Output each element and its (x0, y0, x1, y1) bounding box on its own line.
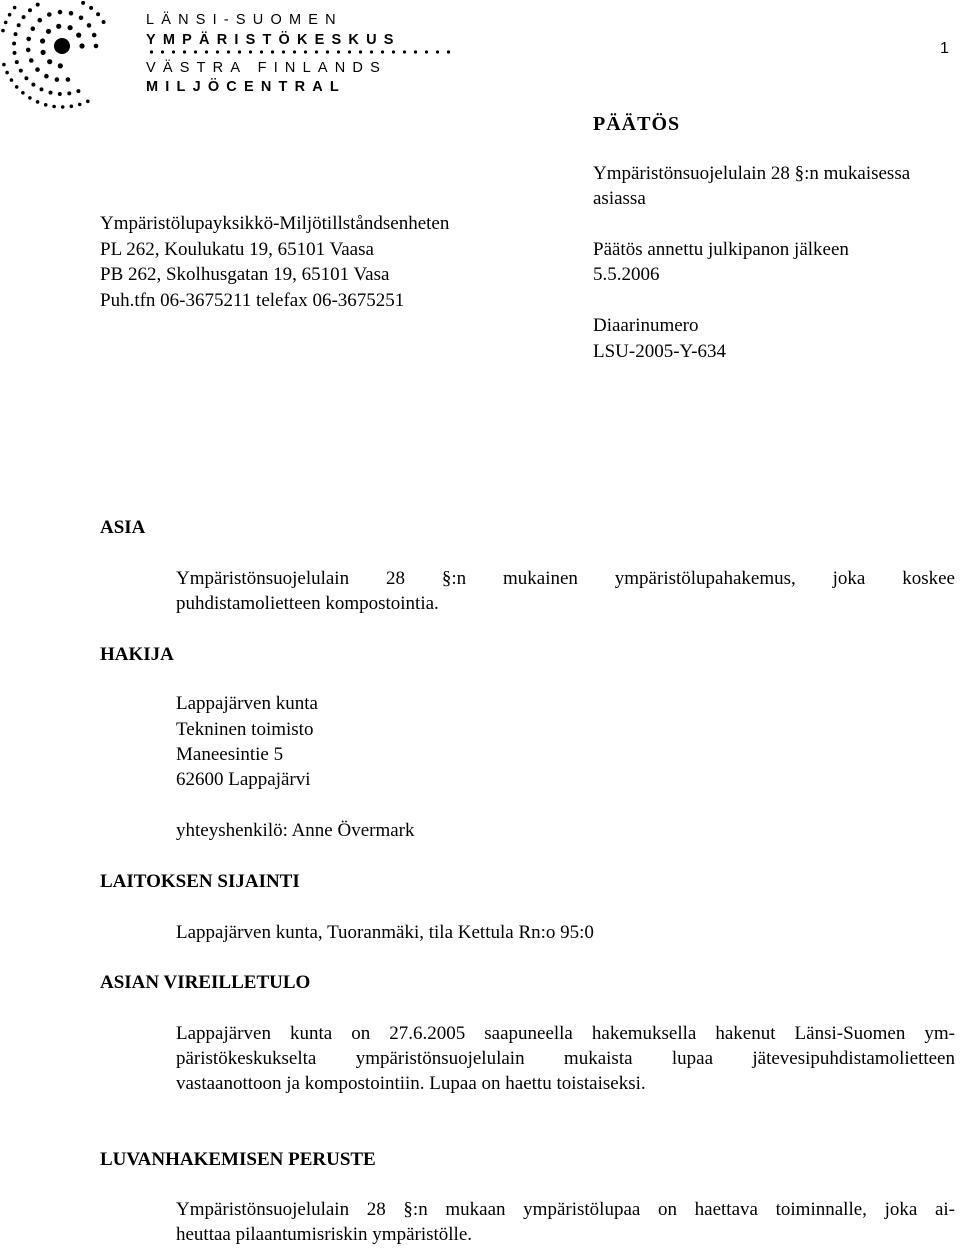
sender-unit: Ympäristölupayksikkö-Miljötillståndsenheten (100, 213, 450, 234)
logo-dot (13, 6, 17, 10)
section-heading-hakija: HAKIJA (100, 644, 174, 665)
logo-dot (58, 92, 62, 96)
logo-dot (15, 85, 19, 89)
logo-line-lansi-suomen: LÄNSI-SUOMEN (146, 12, 343, 28)
logo-dot (26, 48, 31, 53)
section-body-vireilletulo (176, 1021, 955, 1096)
logo-emblem (0, 0, 140, 115)
logo-dot (47, 59, 52, 64)
applicant-postal: 62600 Lappajärvi (176, 769, 311, 790)
logo-dot (81, 1, 85, 5)
vireilletulo-line3: vastaanottoon ja kompostointiin. Lupaa on haettu toistaiseksi. (176, 1073, 646, 1094)
decision-date: 5.5.2006 (593, 264, 660, 285)
law-reference-line1: Ympäristönsuojelulain 28 §:n mukaisessa (593, 163, 911, 184)
logo-dot (69, 11, 74, 16)
logo-dot (58, 63, 63, 68)
section-heading-peruste: LUVANHAKEMISEN PERUSTE (100, 1149, 376, 1170)
logo-dot (89, 6, 93, 10)
document-type-heading: PÄÄTÖS (593, 113, 681, 135)
logo-dot (5, 71, 9, 75)
logo-dot (4, 21, 8, 25)
logo-dot (10, 78, 14, 82)
section-body-asia (176, 566, 955, 616)
logo-dot (55, 77, 60, 82)
asia-line1: Ympäristönsuojelulain 28 §:n mukainen ympäristölupahakemus, joka koskee (176, 568, 955, 589)
vireilletulo-line1: Lappajärven kunta on 27.6.2005 saapuneella hakemuksella hakenut Länsi-Suomen ym- (176, 1023, 955, 1044)
applicant-contact: yhteyshenkilö: Anne Övermark (176, 820, 415, 841)
law-reference-line2: asiassa (593, 188, 646, 209)
logo-dot (36, 3, 40, 7)
logo-dot (13, 51, 17, 55)
logo-dot (52, 105, 56, 109)
page-number: 1 (940, 40, 949, 57)
logo-dot (29, 58, 34, 63)
logo-line-ymparistokeskus: YMPÄRISTÖKESKUS (146, 32, 401, 48)
logo-dot (70, 105, 74, 109)
section-body-peruste (176, 1197, 955, 1247)
logo-dot (28, 96, 32, 100)
logo-dot (26, 37, 31, 42)
applicant-department: Tekninen toimisto (176, 719, 314, 740)
logo-line-vastra-finlands: VÄSTRA FINLANDS (146, 60, 387, 76)
logo-dot (36, 100, 40, 104)
logo-dot (44, 103, 48, 107)
logo-dot (67, 91, 71, 95)
logo-dot (14, 32, 18, 36)
logo-dot (40, 38, 45, 43)
facility-location: Lappajärven kunta, Tuoranmäki, tila Kettula Rn:o 95:0 (176, 922, 594, 943)
logo-dot (76, 89, 80, 93)
logo-dot (35, 67, 40, 72)
logo-dot (8, 13, 12, 17)
logo-dot (31, 26, 36, 31)
logo-dot (2, 63, 6, 67)
logo-dot (79, 15, 84, 20)
logo-dot (94, 44, 99, 49)
logo-dot (31, 83, 35, 87)
section-heading-sijainti: LAITOKSEN SIJAINTI (100, 871, 300, 892)
logo-dot (87, 23, 92, 28)
logo-dot (41, 50, 46, 55)
sender-phone: Puh.tfn 06-3675211 telefax 06-3675251 (100, 290, 405, 311)
peruste-line2: heuttaa pilaantumisriskin ympäristölle. (176, 1224, 473, 1245)
logo-dot (56, 24, 61, 29)
logo-dot (17, 23, 21, 27)
peruste-line1: Ympäristönsuojelulain 28 §:n mukaan ympäristölupaa on haettava toiminnalle, joka ai- (176, 1199, 955, 1220)
logo-dot (46, 29, 51, 34)
logo-dot (12, 42, 16, 46)
section-heading-asia: ASIA (100, 517, 146, 538)
logo-dot (76, 33, 81, 38)
decision-given-label: Päätös annettu julkipanon jälkeen (593, 239, 849, 260)
logo-dot (61, 105, 65, 109)
logo-dot (40, 87, 44, 91)
logo-dot (21, 91, 25, 95)
logo-dot (102, 20, 106, 24)
applicant-street: Maneesintie 5 (176, 744, 284, 765)
applicant-name: Lappajärven kunta (176, 693, 318, 714)
logo-dot (54, 38, 70, 54)
logo-dot (78, 103, 82, 107)
diary-number-label: Diaarinumero (593, 315, 699, 336)
logo-dot (38, 18, 43, 23)
logo-dot (96, 12, 100, 16)
vireilletulo-line2: päristökeskukselta ympäristönsuojelulain mukaista lupaa jätevesipuhdistamolietteen (176, 1048, 955, 1069)
logo-dot (49, 91, 53, 95)
logo-dot (68, 25, 73, 30)
logo-dot (28, 8, 32, 12)
sender-address-fi: PL 262, Koulukatu 19, 65101 Vaasa (100, 239, 374, 260)
logo-dot (24, 76, 28, 80)
logo-dot (44, 74, 49, 79)
logo-dot (66, 77, 71, 82)
section-heading-vireilletulo: ASIAN VIREILLETULO (100, 972, 311, 993)
sender-address-sv: PB 262, Skolhusgatan 19, 65101 Vasa (100, 264, 390, 285)
logo-dot (19, 69, 23, 73)
diary-number: LSU-2005-Y-634 (593, 341, 726, 362)
logo-dot (92, 33, 97, 38)
logo-dot (79, 43, 84, 48)
logo-dot (47, 12, 52, 17)
logo-line-miljocentral: MILJÖCENTRAL (146, 79, 346, 95)
logo-dot (58, 10, 63, 15)
logo-dot (86, 100, 90, 104)
logo-dot (15, 60, 19, 64)
logo-dot (22, 15, 26, 19)
logo-dot (1, 29, 5, 33)
logo-dotted-rule (146, 50, 456, 54)
asia-line2: puhdistamolietteen kompostointia. (176, 593, 439, 614)
